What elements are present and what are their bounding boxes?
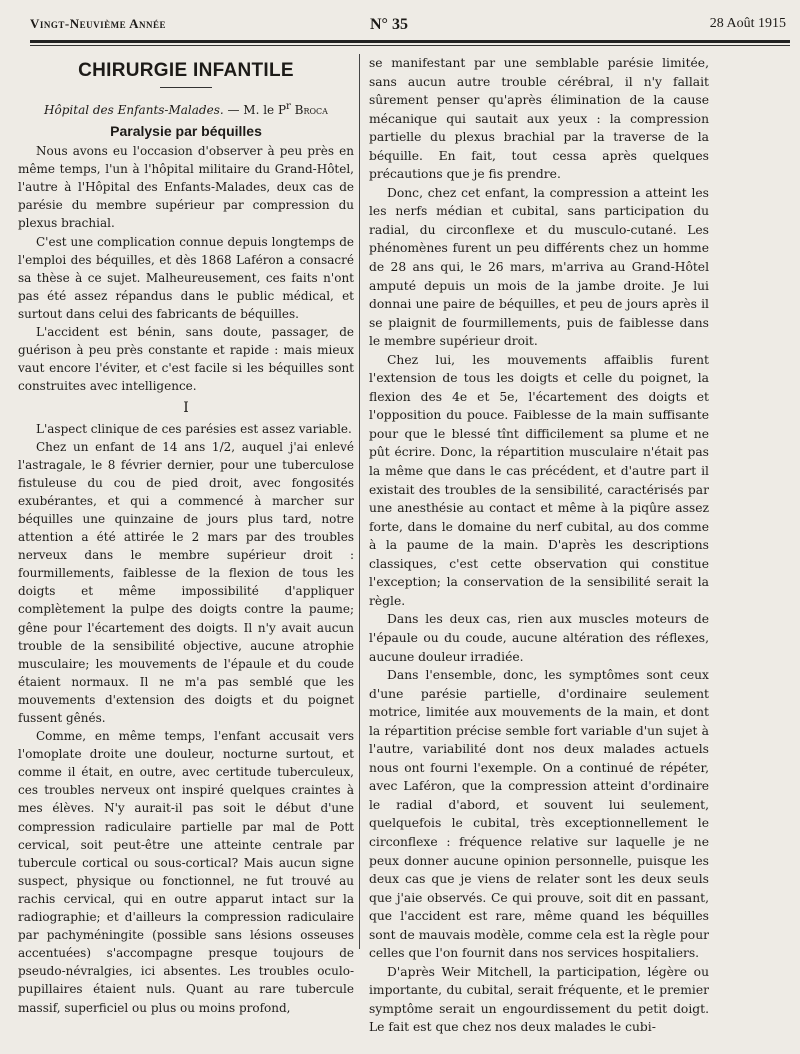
paragraph: Dans l'ensemble, donc, les symptômes sont ceux d'une parésie partielle, d'ordinaire seulement motrice, limitée aux mouvements de la main, et dont la répartition précise semble fort variable d'un sujet à l'autre, variabilité dont nos deux malades actuels nous ont fourni l'exemple. On a continué de répéter, avec Laféron, que la compression atteint d'ordinaire le radial d'abord, et souvent lui seulement, quelquefois le cubital, très exceptionnellement le circonflexe : fréquence relative sur laquelle je ne peux donner aucune opinion personnelle, puisque les deux cas que je viens de relater sont les deux seuls que j'aie observés. Ce qui prouve, soit dit en passant, que l'accident est rare, même quand les béquilles sont de mauvais modèle, comme cela est la règle pour celles que l'on fournit dans nos services hospitaliers. (369, 668, 709, 961)
paragraph: L'accident est bénin, sans doute, passager, de guérison à peu près constante et rapide : mais mieux vaut encore l'éviter, et c'est facile si les béquilles sont construites avec intelligence. (18, 325, 354, 394)
paragraph: L'aspect clinique de ces parésies est assez variable. (36, 421, 352, 436)
running-header (30, 16, 786, 38)
right-column (369, 54, 709, 1037)
paragraph: Chez un enfant de 14 ans 1/2, auquel j'ai enlevé l'astragale, le 8 février dernier, pour une tuberculose fistuleuse du cou de pied droit, avec fongosités exubérantes, et qui a commencé à marcher sur béquilles une quinzaine de jours plus tard, notre attention a été attirée le 2 mars par des troubles nerveux dans le membre supérieur droit : fourmillements, faiblesse de la flexion de tous les doigts et même impossibilité d'appliquer complètement la pulpe des doigts contre la paume; gêne pour l'écartement des doigts. Il n'y avait aucun trouble de la sensibilité objective, aucune atrophie musculaire; les mouvements de l'épaule et du coude étaient normaux. Il ne m'a pas semblé que les mouvements d'extension des doigts et du poignet fussent gênés. (18, 439, 354, 725)
paragraph: se manifestant par une semblable parésie limitée, sans aucun autre trouble cérébral, il n'y fallait sûrement penser qu'après élimination de la cause mécanique qui sautait aux yeux : la compression partielle du plexus brachial par la traverse de la béquille. En fait, tout cessa après quelques précautions que je fis prendre. (369, 56, 709, 182)
paragraph: Chez lui, les mouvements affaiblis furent l'extension de tous les doigts et celle du poignet, la flexion des 4e et 5e, l'écartement des doigts et l'opposition du pouce. Faiblesse de la main suffisante pour que le blessé tînt difficilement sa plume et ne pût écrire. Donc, la répartition musculaire n'était pas la même que dans le cas précédent, et d'autre part il existait des troubles de la sensibilité, caractérisés par une anesthésie au contact et même à la piqûre assez forte, dans le domaine du nerf cubital, au dos comme à la paume de la main. D'après les descriptions classiques, c'est cette observation qui constitue l'exception; la conservation de la sensibilité serait la règle. (369, 352, 709, 608)
paragraph: Comme, en même temps, l'enfant accusait vers l'omoplate droite une douleur, nocturne surtout, et comme il était, en outre, avec certitude tuberculeux, ces troubles nerveux ont inspiré quelques craintes à mes élèves. N'y aurait-il pas soit le début d'une compression radiculaire partielle par mal de Pott cervical, soit peut-être une atteinte centrale par tubercule cortical ou sous-cortical? Mais aucun signe suspect, physique ou fonctionnel, ne fut trouvé au rachis cervical, qui en outre apparut intact sur la radiographie; et d'ailleurs la compression radiculaire par pachyméningite (possible sans lésions osseuses accentuées) s'accompagne presque toujours de pseudo-névralgies, ici absentes. Les troubles oculo-pupillaires étaient nuls. Quant au rare tubercule massif, superficiel ou plus ou moins profond, (18, 729, 354, 1015)
header-volume: Vingt-Neuvième Année (30, 16, 167, 31)
paragraph: C'est une complication connue depuis longtemps de l'emploi des béquilles, et dès 1868 Laféron a consacré sa thèse à ce sujet. Malheureusement, ces faits n'ont pas été assez répandus dans le public médical, et surtout dans celui des fabricants de béquilles. (18, 234, 354, 321)
left-column (18, 54, 354, 1017)
byline-separator: — M. le P (223, 103, 287, 117)
section-numeral: I (183, 400, 189, 417)
paragraph: Nous avons eu l'occasion d'observer à peu près en même temps, l'un à l'hôpital militaire du Grand-Hôtel, l'autre à l'Hôpital des Enfants-Malades, deux cas de parésie du membre supérieur par compression du plexus brachial. (18, 144, 354, 231)
title-rule (160, 87, 212, 88)
header-rule-thin (30, 45, 790, 46)
header-rule-thick (30, 40, 790, 43)
byline-superscript: r (286, 101, 291, 112)
paragraph: Dans les deux cas, rien aux muscles moteurs de l'épaule ou du coude, aucune altération des réflexes, aucune douleur irradiée. (369, 612, 709, 664)
article-subtitle: Paralysie par béquilles (110, 123, 262, 140)
section-title: CHIRURGIE INFANTILE (78, 60, 294, 81)
header-issue-number: N° 35 (370, 16, 408, 33)
byline-author: Broca (290, 103, 328, 117)
byline-place: Hôpital des Enfants-Malades. (44, 103, 224, 117)
byline (18, 98, 354, 119)
paragraph: Donc, chez cet enfant, la compression a atteint les les nerfs médian et cubital, sans participation du radial, du circonflexe et du musculo-cutané. Les phénomènes furent un peu différents chez un homme de 28 ans qui, le 26 mars, m'arriva au Grand-Hôtel amputé depuis un mois de la jambe droite. Je lui donnai une paire de béquilles, et peu de jours après il se plaignit de fourmillements, puis de faiblesse dans le membre supérieur droit. (369, 185, 709, 349)
header-date: 28 Août 1915 (709, 16, 786, 31)
paragraph: D'après Weir Mitchell, la participation, légère ou importante, du cubital, serait fréquente, et le premier symptôme serait un engourdissement du petit doigt. Le fait est que chez nos deux malades le cubi- (369, 964, 709, 1035)
column-divider (359, 54, 360, 949)
